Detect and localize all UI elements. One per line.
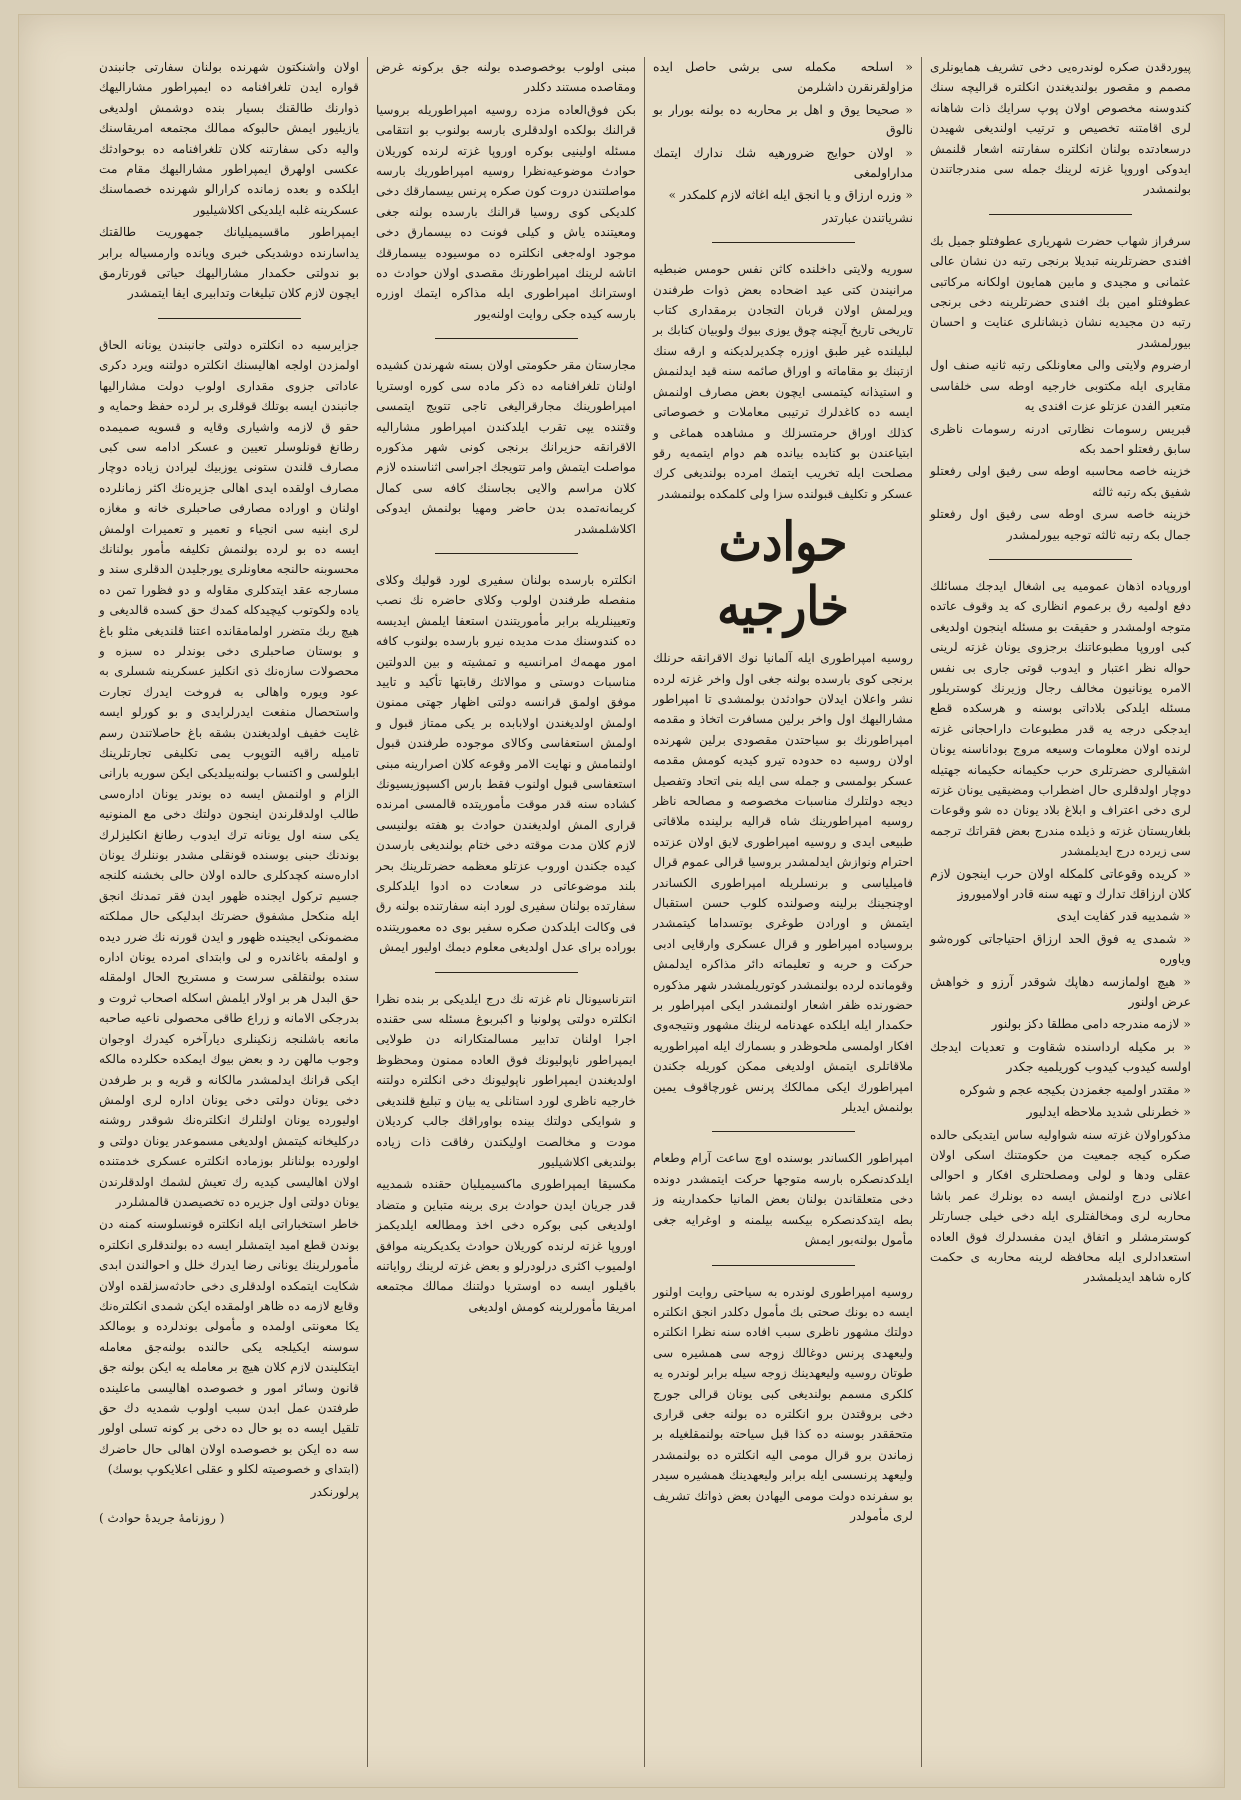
article-paragraph: « وزره ارزاق و یا انجق ایله اغاثه لازم کلمکدر » [668, 187, 913, 203]
section-divider [435, 553, 578, 554]
article-block [653, 259, 913, 504]
text-column-2 [645, 57, 922, 1767]
article-block [99, 57, 359, 304]
article-paragraph: نشریاتندن عبارتدر [822, 210, 913, 225]
article-block [99, 1482, 359, 1502]
article-block [653, 1282, 913, 1527]
article-paragraph: بکن فوق‌العاده مزده روسیه امپراطوریله بروسیا قرالنك بولکده اولدقلری بارسه بولنوب بو انتقامی مسئله اولینیی بوکره اوروپا غزته لرنده کوریلان حوادث موضوعیه‌نظرا روسیه امپراطوریك بارسه مواصلتندن دروت کون صکره پرنس بیسمارقك دخی کلدیکی کوی روسیا قرالنك بارسده بولنه جغی ومعیتنده یاش و کیلی فونت ده بیسمارق دخی موجود اوله‌جغی انکلتره ده موسیوده بیسمارقك اتاشه لرینك امپراطورنك مقصدی اولان حوادث ده اوسترانك امپراطوری ایله مذاکره ایتمك اوزره بارسه کیده جکی روایت اولنه‌یور [376, 102, 636, 321]
article-paragraph: « خطرنلی شدید ملاحظه ایدلیور [1026, 1104, 1191, 1120]
article-paragraph: اولان واشنکتون شهرنده بولنان سفارتی جانبندن قواره ایدن تلغرافنامه ده ایمپراطور مشارالیهك ذوارنك طالقنك بسیار بنده دوشمش اولدیغی یازیلیور ایمش حالبوکه ممالك مجتمعه امریقاسنك والیه دکی سفارتنه کلان تلغرافنامه ده بوحوادثك عکسی اولهرق ایمپراطور مشارالیهك مقام مت ایلکده و بعده زمانده کرارالو شهرنده خصماسنك عسکرینه غلبه ایلدیکی اکلاشیلیور [99, 60, 359, 217]
text-column-1 [922, 57, 1199, 1767]
section-divider [989, 214, 1133, 215]
section-divider [712, 242, 855, 243]
article-block [653, 648, 913, 1117]
article-paragraph: امپراطور الکساندر بوسنده اوچ ساعت آرام وطعام ایلدکدنصکره بارسه متوجها حرکت ایتمشدر دونده دخی متعلقاندن بولنان بعض المانیا حکمدارینه وز بطه ایتدکدنصکره بیکسه بیلمنه و اوغرایه جغی مأمول بولنه‌بور ایمش [653, 1151, 913, 1248]
text-column-3 [368, 57, 645, 1767]
article-block [376, 570, 636, 958]
section-divider [712, 1131, 855, 1132]
article-paragraph: قبریس رسومات نظارتی ادرنه رسومات ناظری سابق رفعتلو احمد بکه [930, 421, 1191, 456]
article-block [930, 57, 1191, 200]
article-paragraph: « شمدی یه فوق الحد ارزاق احتیاجاتی کوره‌شو ویاوره [930, 930, 1191, 967]
article-paragraph: خزینه خاصه محاسبه اوطه سی رفیق اولی رفعتلو شفیق بکه رتبه ثالثه [930, 464, 1191, 499]
article-block [99, 335, 359, 1480]
article-paragraph: « اسلحه ‌ مکمله سی برشی حاصل ایده مزاولقرنقرن داشلرمن [653, 59, 913, 95]
column-container [49, 57, 1199, 1767]
article-paragraph: انترناسیونال نام غزته نك درج ایلدیکی بر بنده نظرا انکلتره دولتی پولونیا و اکبربوغ مسئله سی حقنده اجرا اولنان تدابیر مسالمتکارانه دن طولایی ایمپراطور ناپولیونك فوق العاده ممنون ومحظوظ اولدیغندن ایمپراطور ناپولیونك دخی انکلتره دولتنه خارجیه ناظری لورد استانلی یه بیان و تبلیغ قلندیغی و شوایکی دولتك بینده بواوراقك جالب کردیلان مودت و مخالصت اولیکندن رفاقت ذات زیاده بولندیغی اکلاشیلیور [376, 991, 636, 1169]
article-paragraph: مکسیقا ایمپراطوری ماکسیمیلیان حقنده شمدییه قدر جریان ایدن حوادث بری برینه متباین و متضاد اولدیغی کبی بوکره دخی اخذ ومطالعه ایلدیکمز اوروپا غزته لرنده کوریلان حوادث یکدیکرینه موافق اولمیوب اکثری درلودرلو و بعض غزته لرینك روایاتنه باقیلور ایسه ده اوستریا دولتنك ممالك مجتمعه امریقا مأمورلرینه کومش اولدیغی [376, 1177, 636, 1314]
article-paragraph: « شمدییه قدر کفایت ایدی [1056, 908, 1191, 924]
section-divider [435, 972, 578, 973]
article-block [930, 231, 1191, 545]
article-paragraph: « صحیحا یوق و اهل بر محاربه ده بولنه بورار بو نالوق [653, 101, 913, 138]
article-paragraph: مبنی اولوب بوخصوصده بولنه جق برکونه غرض ومقاصده مستند دکلدر [376, 60, 636, 95]
article-paragraph: مذکوراولان غزته سنه شواولیه ساس ایتدیکی حالده صکره کیجه جمعیت من حکومتنك اسکی اولان عقلی ودها و لولی ومصلحتلری افکار و احوالی اعلانی درج اولنمش ایسه ده بونلرك عمر باشا محاربه لری ومخالفتلری ایله دخی خیلی جسارتلر کوسترمشلر و اتفاق ایدن مفسدلرك فوق العاده استعدادلری ایله محافظه لرینه محاربه ی حکمت کاره شاهد ایدیلمشدر [930, 1127, 1191, 1285]
article-paragraph: انکلتره بارسده بولنان سفیری لورد قولیك وکلای منفصله طرفندن اولوب وکلای حاضره نك نصب وتعیینلریله برابر مأموریتندن استعفا ایلمش ایدیسه ده کندوسنك مدت مدیده نیرو بارسده بولنوب کافه امور مهمه‌ك امرانسیه و تمشیته و بین الدولتین مناسبات دوستی و موالاتك رقابتها تأکید و تایید موفق اولمق قرانسه دولتی اظهار جهتی ممنون اولمش اولدیغندن اولابابده بر یکی ممتاز قبول و اولمش استعفاسی وکالای موجوده طرفندن قبول اولنمامش و نهایت الامر وقوعه کلان اصرارینه مبنی استعفاسی قبول اولنوب فقط بارس اکسپوزیسیونك کشاده سنه قدر موقت مأموریتده قالمسی امرنده قراری المش اولدیغندن حوادث بو هفته بولنیسی لازم کلان مدت موقته دخی ختام بولندیغی بارسدن کیده جکندن اوروب عزتلو معظمه حضرتلرینك بحر بلند موضوعاتی در سعادت ده ادوا ایلدکلری سفارتده بولنان سفیری لورد ابنه سفارتنده بولنه رق فی وکالت ایلدکدن صکره سفیر بوی ده معموریتنده بوراده برای عدل اولدیغی معلوم دیمك اولیور ایمش [376, 572, 636, 955]
article-paragraph: « بر مکیله ارداسنده شقاوت و تعدیات ایدجك اولسه کیدوب کیدوب کوریلمیه جکدر [930, 1038, 1191, 1075]
article-block [376, 989, 636, 1318]
article-paragraph: پرلورنکدر [310, 1484, 359, 1499]
section-divider [712, 1265, 855, 1266]
section-divider [989, 559, 1133, 560]
article-paragraph: « اولان حوایج ضرورهیه شك ندارك ایتمك مداراولمغی [653, 144, 913, 181]
section-masthead [653, 510, 913, 638]
article-paragraph: ارضروم ولایتی والی معاونلکی رتبه ثانیه صنف اول مقایری ایله مکتوبی خارجیه اوطه سی خلفاسی متعبر الفدن عزتلو عزت افندی یه [930, 358, 1191, 414]
article-block [653, 57, 913, 228]
article-paragraph: « مقتدر اولمیه جغمزدن بکیجه عجم و شوکره [959, 1081, 1191, 1097]
article-block [376, 355, 636, 539]
article-block [376, 57, 636, 324]
source-credit: ( روزنامهٔ جریدهٔ حوادث ) [99, 1511, 225, 1526]
newspaper-page [18, 14, 1225, 1788]
article-paragraph: روسیه امپراطوری ایله آلمانیا نوك الاقرانقه حرنلك برنجی کوی بارسده بولنه جغی اول واخر غزته لرده نشر واعلان ایدلان حوادثدن بولمشدی تا امپراطور مشارالیهك اول واخر برلین مسافرت اتخاذ و مقدمه امپراطورنك بو سیاحتدن مقصودی برلین شهرنده اولان روسیه ده حدوده تیرو کیدیه کومش مقدمه عسکر بولمسی و جمله سی ایله بنی اتحاد وتفصیل دیجه دولتلرك مناسبات مخصوصه و مصالحه ناظر روسیه امپراطورینك شاه قرالیه برلینده ملاقاتی طبیعی ایدی و روسیه امپراطوری لایق اولان عزتده احترام ونوازش ایدلمشدر بروسیا قرالی عموم قرال فامیلیاسی و برنسلریله امپراطوری الکساندر اوچنجینك برلینه وصولنده کلوب حسن استقبال ایتمش و اورادن طوغری بوتسداما کیتمشدر بروسیاده امپراطور و قرال عسکری وارقایی ادبی حرکت و حربه و تعلیماته دائر مذاکره ایدلمش وقومانده لرده بولنمشدر کوتوریلمشدر شهر مذکوره حضورنده ظفر اشعار اولنمشدر ایکی امپراطور بر حکمدار ایله ایلکده عهدنامه لرینك مشهور ونتیجه‌وی افکار اولمسی ملحوظدر و بسمارك ایله امپراطوریه ملاقاتلری ایتمش اولدیغی ممکن کوریله جکندن امپراطورك ایکی ممالکك پرنس غورچاقوف یمین بولنمش ایدیلر [653, 651, 913, 1115]
article-paragraph: مجارستان مقر حکومتی اولان بسته شهرندن کشیده اولنان تلغرافنامه ده ذکر ماده سی کوره اوستریا امپراطورینك مجارقرالیغی تاجی تتویج ایتمسی وقتنده یپی تقرب ایلدکندن امپراطور مشارالیه الاقرانقه حزیرانك برنجی کونی شهر مذکوره مواصلت ایتمش وامر تتویجك اجراسی اثناسنده لازم کلان مراسم والایی بجاسنك کافه سی کمال کریمانه‌تمده بدن حاضر ومهیا بولنمش ایدوکی اکلاشلمشدر [376, 358, 636, 536]
article-paragraph: سوریه ولایتی داخلنده کاثن نفس حومس ضبطیه مرانیندن کتی عید اضحاده بعض ذوات طرفندن ویرلمش اولان قربان التجادن برمقداری کتاب تاریخی تاریخ آیچنه چوق یوزی بیوك ولوبیان کتابك بر لبلیلنده غیر طبق اوزره چکدیرلدیکنه و ارقه سنك ازتبنك بو مقاماته و اوراق صائمه سنه قید ایدلنمش و استیذانه کیتمسی ایچون بعض مصارف اولنمش ایسه ده کاغدلرك ترتیبی معاملات و خصوصاتی کذلك اوراق حرمتسزلك و مشاهده هماغی و ابتیاعندن بو کتابده بیانده هم دوام ایتمه‌یه رقو مصلحت ایله تخریب ایتمك امرده بولندیغی کرك عسکر و تکلیف قبولنده سزا ولی کلمکده بولنمشدر [653, 262, 913, 501]
article-block [930, 864, 1191, 1288]
article-paragraph: اوروپاده اذهان عمومیه یی اشغال ایدجك مسائلك دفع اولمیه رق برعموم انظاری که ید وقوف عاتده متوجه اولمشدر و حقیقت بو مسئله اینجون اولدیغی کبی اوروپا مطبوعاتنك برجزوی یونان غزته لرینی حواله نظر اعتبار و ایدوب قوتی جاری بی نفس الامره یونانیون مخالف رجال وزیرنك کوستریلور مسئله ایلدکی بلاداتی بوسنه و هرسکده قطع ایدجکی درجه یه قدر مطبوعات داراحجانی غزته لرنده اولان معلومات وسیعه مروج بوداناسنه یونان اشقیالری حضرتلری حرب حکیمانه حکیمانه جهتیله دوچار اولدقلری حال اضطراب ومضیقیی یونان غزته لری دخی اعتراف و ابلاغ بلاد یونان ده شو وقوعات بلغاریستان غزته و ذیلده مندرج بعض فقراتك ترجمه سی زیرده درج ایدیلمشدر [930, 578, 1191, 859]
text-column-4 [91, 57, 368, 1767]
article-paragraph: جزایرسیه ده انکلتره دولتی جانبندن یونانه الحاق اولمزدن اولجه اهالیسنك انکلتره دولتنه ویرد دکری عاداتی جزوی مقداری اولوب دولت مشارالیها جانبندن ایسه بوتلك قوقلری بر لرده حفظ وحمایه و حقو ق لازمه واشیاری وقایه و قسویه صمیمده رطانغ قونلوسلر تعیین و عسکر ادامه سی کبی مصارف قلندن ستونی یوزبیك لیرادن زیاده دوچار مصارف اولقده ایدی اهالی جزیره‌نك اکثر زمانلرده اولنان و اوراده مصارفی صاحبلری خانه و مغازه لری ابنیه سی انجیاء و تعمیر و تعمیرات اولمش ایسه ده بو لرده بولنمش تکلیفه مأمور بولنانك محسوبنه حالنجه معاونلری یورجلیدن الدقلری سند و مسارجه عقد ایتدکلری مقاوله و دو فظورا تمن ده یاده ولکوتوب کیچیدکله کمدك حق کسده قالدیغی و هیچ ربك متضرر اولمامقانده اعتنا قلندیغی مثلو باغ و بوستان صاحبلری دخی بوندلر ده سبزه و محصولات سازه‌نك ذی انکلیز عسکرینه شسلری به عود ویوره واهالی به فروخت ایدرك تجارت واستحصال منفعت ایدرلرایدی و بو کورلو ایسه غایت خفیف اولدیغندن بشقه باغ حاصلاتندن رسم تامیله راقیه التوپوب یمی تکلیفی تجارتلرینك ابلولسی و اکتساب بولنه‌بیلدیکی ایکن سوریه بارانی الزام و اولنمش ایسه ده بوندر یونان اداره‌سی طالب اولدقلرندن اینجون دولتك دخی مع المنونیه یکی سنه اول یونانه ترك ایدوب رطانغ انکلیزلرك بوندنك حبنی بوسنده قونقلی مشدر بوننلرك یونان اداره‌سنه کچدکلری حالده اولان حالی بخشنه کلنجه جسیم ترکول ایجنده ظهور ایدن فقر تمدنك انجق ایله منكحل مشفوق حضرتك ابدلیکی حال مملکته مضمونكی ایجینده ظهور و ایدن قورنه نك ضرر دیده و اولمقه باغاندره و لی وابتدای امرده یونان اداره‌ سنده بولنقلقی سرست و مستریح الحال اولمقله حق البدل هر بر اولار ایلمش اسکله اصحاب ثروت و بدرجکی الامانه و زراع طاقی محصولی ناعیه صاحبه مانعه باشلنجه زنکینلری دیارآخره کیدرك اوجوان وجوب مالهن رد و بعض بیوك ایمکده حكلرده مالکه ایکی قرانك ایدلمشدر مالکانه و قریه و بر طرفدن دخی یونان دولتی دخی یونان اداره لری اولمش اولیورده یونان اولنلرك انکلتره‌نك شوقدر روشنه درکلیخانه کیتمش اولدیغی مسموعدر یونان دولتی و اولورده بولنانلر بوزماده انکلتره عسکری خدمتنده اولان اهالیسی کیدیه رك تعیش لشمك اولدقلرندن یونان دولتی اول جزیره ده تخصیصدن قالمشلردر [99, 337, 359, 1209]
article-paragraph: « هیچ اولمازسه دهاپك شوقدر آرزو و خواهش عرض اولنور [930, 973, 1191, 1010]
article-paragraph: خاطر استخباراتی ایله انکلتره قونسلوسنه کمنه دن بوندن قطع امید ایتمشلر ایسه ده بولندقلری انکلتره مأمورلرینك یونانی رضا ایدرك خلل و احوالندن ابدی شکایت ایتمکده اولدقلری دخی حادثه‌سزلقده اولان وقایع لازمه ده ظاهر اولمقده ایکن شمدی انکلتره‌نك یکا معونتی اولمده و مأمولی بوندلرده و بومالکد سوسنه ایکیلجه یكی حالنده بولنه‌جق معامله ایتکلیندن لازم کلان هیچ بر معامله یه ایکن بولنه جق قانون وسائر امور و خصوصده اهالیسی ماعلینده طرفتدن عمل ابدن سبب اولوب شمدیه دك حق تلقیل ایسه ده بو حال ده دخی بر کونه تسلی اولور سه ده ایکن بو خصوصده اولان اهالی حال حاضرك (ابتدای و خصوصیته لکلو و عقلی اعلایکوپ بوسك) [99, 1217, 359, 1477]
article-block [653, 1148, 913, 1250]
article-paragraph: « کریده وقوعاتی کلمکله اولان حرب اینجون لازم کلان ارزاقك تدارك و تهیه سنه قادر اولامیوروز [930, 865, 1191, 902]
article-paragraph: ایمپراطور ماقسیمیلیانك جمهوریت طالقتك یداسارنده دوشدیکی خبری ویانده وارمسیاله برابر بو ندولتی حکمدار مشارالیهك حیاتی قورتارمق ایچون لازم کلان تبلیغات وتدابیری ایفا ایتمشدر [99, 225, 359, 301]
article-paragraph: سرفراز شهاب حضرت شهریاری عطوفتلو جمیل بك افندی حضرتلرینه تبدیلا برنجی رتبه دن نشان عالی عثمانی و مجیدی و مابین همایون اولکانه مرکاتبی عطوفتلو امین بك افندی حضرتلرینه دخی برنجی رتبه دن مجیدیه نشان ذیشانلری عنایت و احسان بیورلمشدر [930, 233, 1191, 350]
masthead-title: حوادث خارجیه [717, 510, 849, 638]
article-paragraph: روسیه امپراطوری لوندره به سیاحتی روایت اولنور ایسه ده بونك صحتی بك مأمول دکلدر انجق انکلتره دولتك مشهور ناظری سبب افاده سنه نظرا انکلتره ولیعهدی پرنس دوغالك زوجه سی همشیره سی طوتان روسیه ولیعهدینك زوجه سیله برابر لوندره یه کلکری مسمم بولندیغی کبی یونان قرالی جورج دخی بروقتدن برو انکلتره ده بولنه جغی قراری متحققدر بوسنه ده کذا قبل سیاحته بولنمقلغیله بر زماندن برو قرال مومی الیه انکلتره ده بولنمشدر ولیعهد پرنسسی ایله برابر ولیعهدینك همشیره سیدر بو سفرنده دولت مومی الیهادن بعض ذواتك تشریف لری مأمولدر [653, 1284, 913, 1523]
article-block [930, 576, 1191, 862]
article-paragraph: « لازمه مندرجه دامی مطلقا دکز بولنور [991, 1016, 1191, 1032]
article-paragraph: خزینه خاصه سری اوطه سی رفیق اول رفعتلو جمال بکه رتبه ثالثه توجیه بیورلمشدر [930, 507, 1191, 542]
article-paragraph: پیوردقدن صکره لوندره‌یی دخی تشریف همایونلری مصمم و مقصور بولندیغندن انکلتره قرالیچه سنك کندوسنه مخصوص اولان پوپ سرایك ذات شاهانه لری اقامتنه تخصیص و ترتیب اولندیغی شهیدن درسعادتده بولنان انکلتره سفارتنه اشعار قلنمش ایدوکی اوروپا غزته لرینك جمله سی مندرجاتندن بولنمشدر [930, 60, 1191, 197]
section-divider [158, 318, 301, 319]
section-divider [435, 338, 578, 339]
